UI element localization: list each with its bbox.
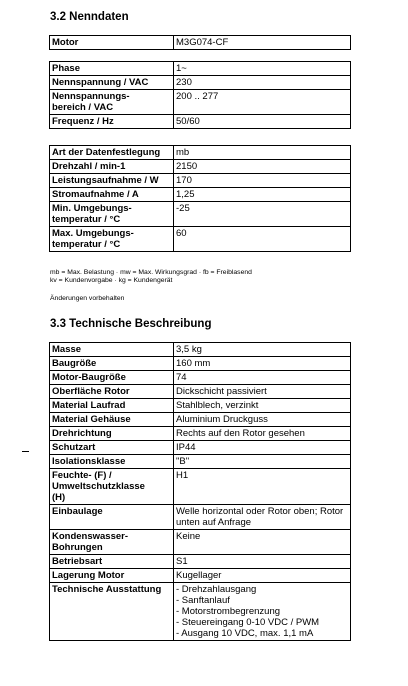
spec-label: Material Gehäuse bbox=[50, 413, 174, 427]
spec-value: 1~ bbox=[174, 62, 351, 76]
spec-value: M3G074-CF bbox=[174, 36, 351, 50]
spec-label: Betriebsart bbox=[50, 555, 174, 569]
spec-label: Baugröße bbox=[50, 357, 174, 371]
spec-label: Frequenz / Hz bbox=[50, 115, 174, 129]
spec-label: Schutzart bbox=[50, 441, 174, 455]
spec-value: 74 bbox=[174, 371, 351, 385]
spec-value: Welle horizontal oder Rotor oben; Rotor unten auf Anfrage bbox=[174, 505, 351, 530]
spec-label: Technische Ausstattung bbox=[50, 583, 174, 641]
spec-value: mb bbox=[174, 146, 351, 160]
spec-label: Phase bbox=[50, 62, 174, 76]
spec-label: Masse bbox=[50, 343, 174, 357]
spec-value: 230 bbox=[174, 76, 351, 90]
spec-value: 1,25 bbox=[174, 188, 351, 202]
abbreviation-note-1: mb = Max. Belastung · mw = Max. Wirkungsgrad · fb = Freiblasend bbox=[50, 269, 252, 276]
spec-value: 200 .. 277 bbox=[174, 90, 351, 115]
table-row bbox=[50, 227, 351, 252]
spec-label: Motor-Baugröße bbox=[50, 371, 174, 385]
phase-table bbox=[49, 61, 351, 129]
spec-label: Drehzahl / min-1 bbox=[50, 160, 174, 174]
motor-table bbox=[49, 35, 351, 50]
spec-label: Lagerung Motor bbox=[50, 569, 174, 583]
spec-value: IP44 bbox=[174, 441, 351, 455]
spec-value: Dickschicht passiviert bbox=[174, 385, 351, 399]
spec-value: 2150 bbox=[174, 160, 351, 174]
table-row bbox=[50, 160, 351, 174]
table-row bbox=[50, 36, 351, 50]
table-row bbox=[50, 371, 351, 385]
spec-value: S1 bbox=[174, 555, 351, 569]
spec-label: Motor bbox=[50, 36, 174, 50]
spec-value: Stahlblech, verzinkt bbox=[174, 399, 351, 413]
section-title-technische-beschreibung: 3.3 Technische Beschreibung bbox=[50, 318, 212, 330]
spec-label: Nennspannung / VAC bbox=[50, 76, 174, 90]
table-row bbox=[50, 427, 351, 441]
spec-value: -25 bbox=[174, 202, 351, 227]
table-row bbox=[50, 76, 351, 90]
table-row bbox=[50, 413, 351, 427]
spec-label: Feuchte- (F) / Umweltschutzklasse (H) bbox=[50, 469, 174, 505]
spec-value: "B" bbox=[174, 455, 351, 469]
spec-label: Nennspannungs- bereich / VAC bbox=[50, 90, 174, 115]
spec-value: Aluminium Druckguss bbox=[174, 413, 351, 427]
changes-reserved-note: Änderungen vorbehalten bbox=[50, 295, 125, 302]
table-row bbox=[50, 385, 351, 399]
table-row bbox=[50, 530, 351, 555]
table-row bbox=[50, 188, 351, 202]
table-row bbox=[50, 399, 351, 413]
table-row bbox=[50, 202, 351, 227]
spec-label: Oberfläche Rotor bbox=[50, 385, 174, 399]
spec-label: Max. Umgebungs- temperatur / °C bbox=[50, 227, 174, 252]
spec-value: 60 bbox=[174, 227, 351, 252]
table-row bbox=[50, 62, 351, 76]
technical-description-table bbox=[49, 342, 351, 641]
table-row bbox=[50, 505, 351, 530]
spec-value: Kugellager bbox=[174, 569, 351, 583]
spec-label: Leistungsaufnahme / W bbox=[50, 174, 174, 188]
spec-label: Min. Umgebungs- temperatur / °C bbox=[50, 202, 174, 227]
spec-value: 3,5 kg bbox=[174, 343, 351, 357]
spec-value: H1 bbox=[174, 469, 351, 505]
table-row bbox=[50, 569, 351, 583]
spec-label: Isolationsklasse bbox=[50, 455, 174, 469]
table-row bbox=[50, 357, 351, 371]
section-title-nenndaten: 3.2 Nenndaten bbox=[50, 11, 129, 23]
table-row bbox=[50, 90, 351, 115]
spec-value: 170 bbox=[174, 174, 351, 188]
spec-value: 160 mm bbox=[174, 357, 351, 371]
table-row bbox=[50, 469, 351, 505]
table-row bbox=[50, 343, 351, 357]
spec-value: Keine bbox=[174, 530, 351, 555]
spec-label: Kondenswasser- Bohrungen bbox=[50, 530, 174, 555]
spec-label: Einbaulage bbox=[50, 505, 174, 530]
table-row bbox=[50, 583, 351, 641]
spec-label: Stromaufnahme / A bbox=[50, 188, 174, 202]
table-row bbox=[50, 146, 351, 160]
table-row bbox=[50, 174, 351, 188]
table-row bbox=[50, 441, 351, 455]
table-row bbox=[50, 555, 351, 569]
spec-label: Drehrichtung bbox=[50, 427, 174, 441]
abbreviation-note-2: kv = Kundenvorgabe · kg = Kundengerät bbox=[50, 277, 173, 284]
spec-value: 50/60 bbox=[174, 115, 351, 129]
table-row bbox=[50, 115, 351, 129]
spec-value: Rechts auf den Rotor gesehen bbox=[174, 427, 351, 441]
spec-label: Material Laufrad bbox=[50, 399, 174, 413]
margin-mark bbox=[22, 451, 29, 452]
table-row bbox=[50, 455, 351, 469]
spec-label: Art der Datenfestlegung bbox=[50, 146, 174, 160]
spec-value: - Drehzahlausgang - Sanftanlauf - Motorstrombegrenzung - Steuereingang 0-10 VDC / PWM - Ausgang 10 VDC, max. 1,1 mA bbox=[174, 583, 351, 641]
rated-data-table bbox=[49, 145, 351, 252]
